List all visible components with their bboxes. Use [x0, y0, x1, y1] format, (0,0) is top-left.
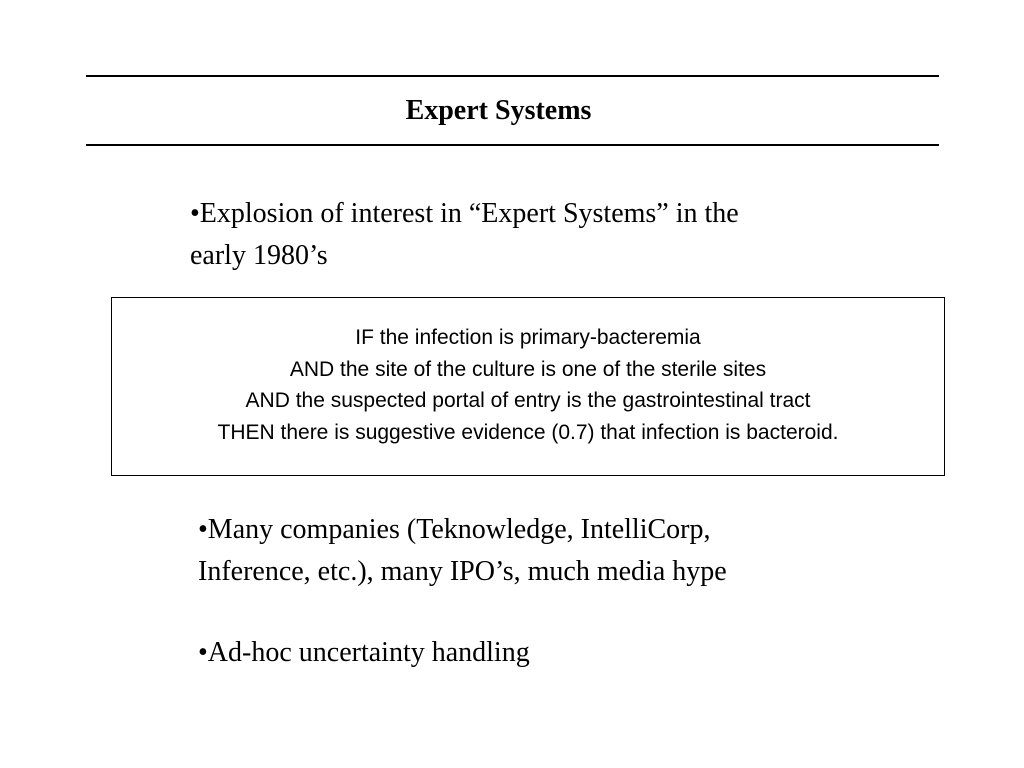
rule-line-then: THEN there is suggestive evidence (0.7) that infection is bacteroid.	[217, 420, 839, 444]
bullet-line: •Many companies (Teknowledge, IntelliCorp,	[198, 514, 711, 545]
bullet-ad-hoc-uncertainty	[198, 632, 898, 674]
bullet-line: Inference, etc.), many IPO’s, much media hype	[198, 556, 727, 587]
rule-line-if: IF the infection is primary-bacteremia	[355, 326, 701, 349]
title-rule-top	[86, 75, 939, 77]
bullet-line: •Explosion of interest in “Expert Systems” in the	[190, 198, 739, 229]
bullet-many-companies	[198, 509, 898, 593]
rule-line-and-portal: AND the suspected portal of entry is the gastrointestinal tract	[245, 389, 811, 412]
bullet-line: early 1980’s	[190, 240, 328, 271]
bullet-line: •Ad-hoc uncertainty handling	[198, 637, 530, 668]
slide-title: Expert Systems	[405, 95, 592, 126]
bullet-explosion-of-interest	[190, 193, 870, 277]
production-rule-box	[111, 297, 945, 476]
title-rule-bottom	[86, 144, 939, 146]
rule-line-and-site: AND the site of the culture is one of the sterile sites	[289, 357, 767, 381]
